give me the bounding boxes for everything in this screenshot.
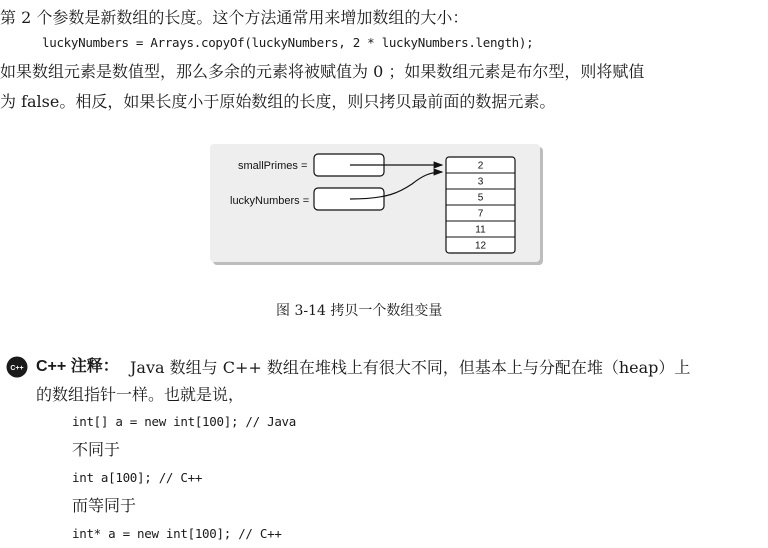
array-cell-value: 7 [477, 208, 484, 220]
label-small-primes: smallPrimes = [238, 160, 308, 172]
label-lucky-numbers: luckyNumbers = [230, 195, 310, 207]
note-title: C++ 注释： [36, 358, 119, 375]
paragraph-line-3: 为 false。相反，如果长度小于原始数组的长度，则只拷贝最前面的数据元素。 [0, 92, 556, 111]
paragraph-line-2: 如果数组元素是数值型，那么多余的元素将被赋值为 0 ；如果数组元素是布尔型，则将赋值 [0, 62, 645, 81]
paragraph-line-1: 第 2 个参数是新数组的长度。这个方法通常用来增加数组的大小： [0, 8, 469, 27]
note-line-2: 的数组指针一样。也就是说， [36, 385, 245, 404]
note-code-java: int[] a = new int[100]; // Java [72, 414, 296, 429]
note-code-cpp-pointer: int* a = new int[100]; // C++ [72, 526, 282, 541]
array-cell-value: 5 [477, 192, 484, 204]
array-cell-value: 3 [477, 176, 484, 188]
lucky-numbers-ref-box [314, 188, 384, 210]
cpp-note-icon [6, 356, 28, 378]
array-cell-value: 12 [474, 240, 487, 252]
note-line-1: Java 数组与 C++ 数组在堆栈上有很大不同，但基本上与分配在堆（heap）上 [130, 358, 691, 377]
note-text-equivalent: 而等同于 [72, 496, 137, 515]
array-cell-value: 2 [477, 160, 484, 172]
array-cell-value: 11 [475, 224, 486, 236]
cpp-note-icon-label: C++ [10, 365, 24, 372]
array-diagram [210, 144, 540, 262]
code-copyof: luckyNumbers = Arrays.copyOf(luckyNumbers, 2 * luckyNumbers.length); [42, 35, 534, 50]
note-text-different: 不同于 [72, 440, 121, 459]
figure-caption: 图 3-14 拷贝一个数组变量 [276, 303, 443, 319]
figure-3-14 [210, 144, 540, 262]
note-code-cpp-array: int a[100]; // C++ [72, 470, 203, 485]
